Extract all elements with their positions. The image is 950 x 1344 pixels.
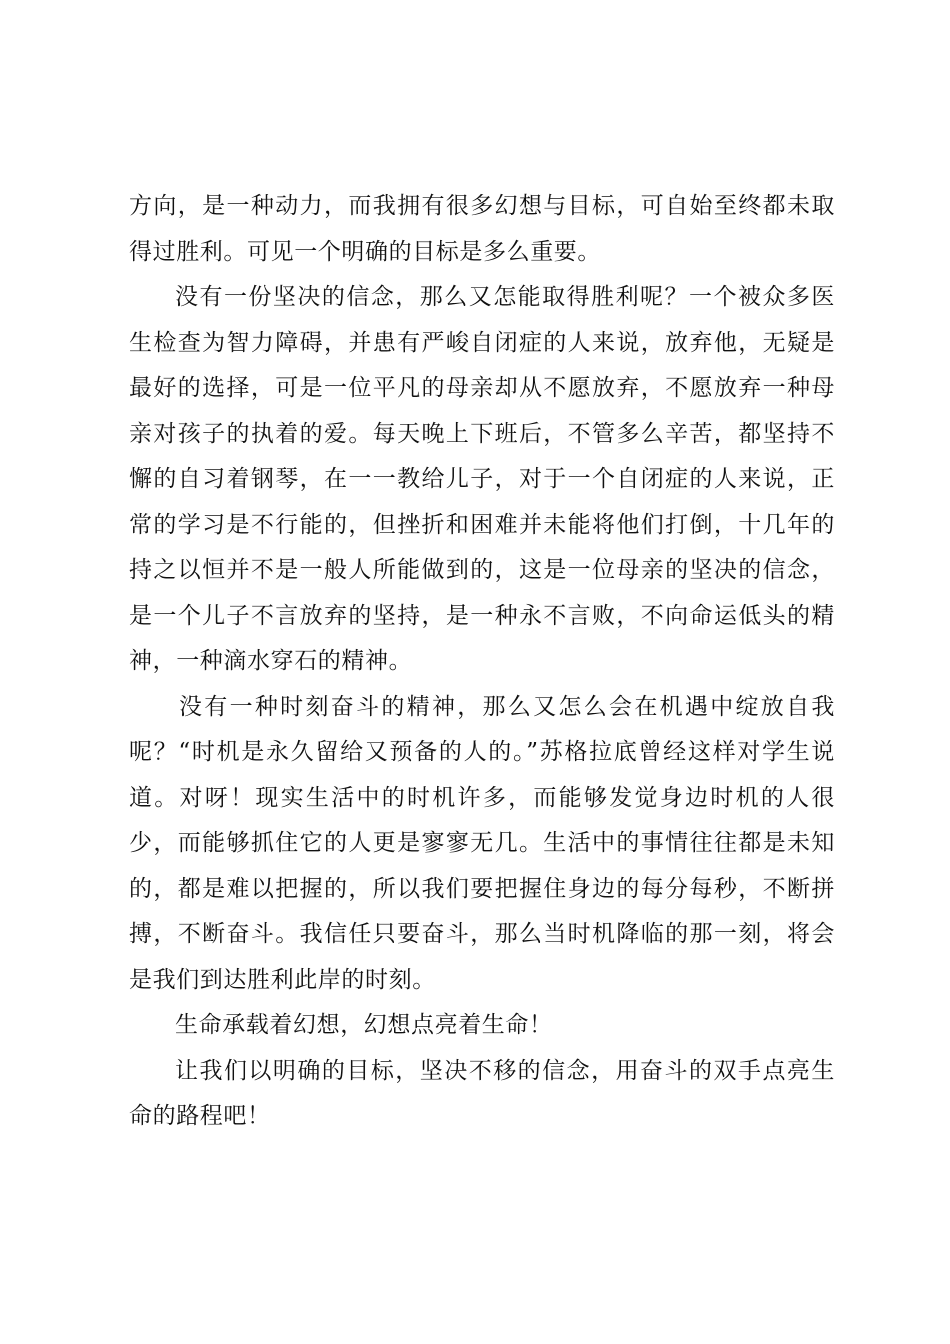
document-body <box>129 184 835 1140</box>
paragraph-goal-continued: 方向，是一种动力，而我拥有很多幻想与目标，可自始至终都未取得过胜利。可见一个明确的目标是多么重要。 <box>129 193 835 265</box>
paragraph-belief: 没有一份坚决的信念，那么又怎能取得胜利呢？一个被众多医生检查为智力障碍，并患有严峻自闭症的人来说，放弃他，无疑是最好的选择，可是一位平凡的母亲却从不愿放弃，不愿放弃一种母亲对孩子的执着的爱。每天晚上下班后，不管多么辛苦，都坚持不懈的自习着钢琴，在一一教给儿子，对于一个自闭症的人来说，正常的学习是不行能的，但挫折和困难并未能将他们打倒，十几年的持之以恒并不是一般人所能做到的，这是一位母亲的坚决的信念，是一个儿子不言放弃的坚持，是一种永不言败，不向命运低头的精神，一种滴水穿石的精神。 <box>129 284 835 674</box>
paragraph-struggle: 没有一种时刻奋斗的精神，那么又怎么会在机遇中绽放自我呢？“时机是永久留给又预备的人的。”苏格拉底曾经这样对学生说道。对呀！现实生活中的时机许多，而能够发觉身边时机的人很少，而能够抓住它的人更是寥寥无几。生活中的事情往往都是未知的，都是难以把握的，所以我们要把握住身边的每分每秒，不断拼搏，不断奋斗。我信任只要奋斗，那么当时机降临的那一刻，将会是我们到达胜利此岸的时刻。 <box>129 693 835 993</box>
paragraph-conclusion: 让我们以明确的目标，坚决不移的信念，用奋斗的双手点亮生命的路程吧！ <box>129 1057 835 1129</box>
paragraph-life-dream: 生命承载着幻想，幻想点亮着生命！ <box>175 1012 553 1038</box>
